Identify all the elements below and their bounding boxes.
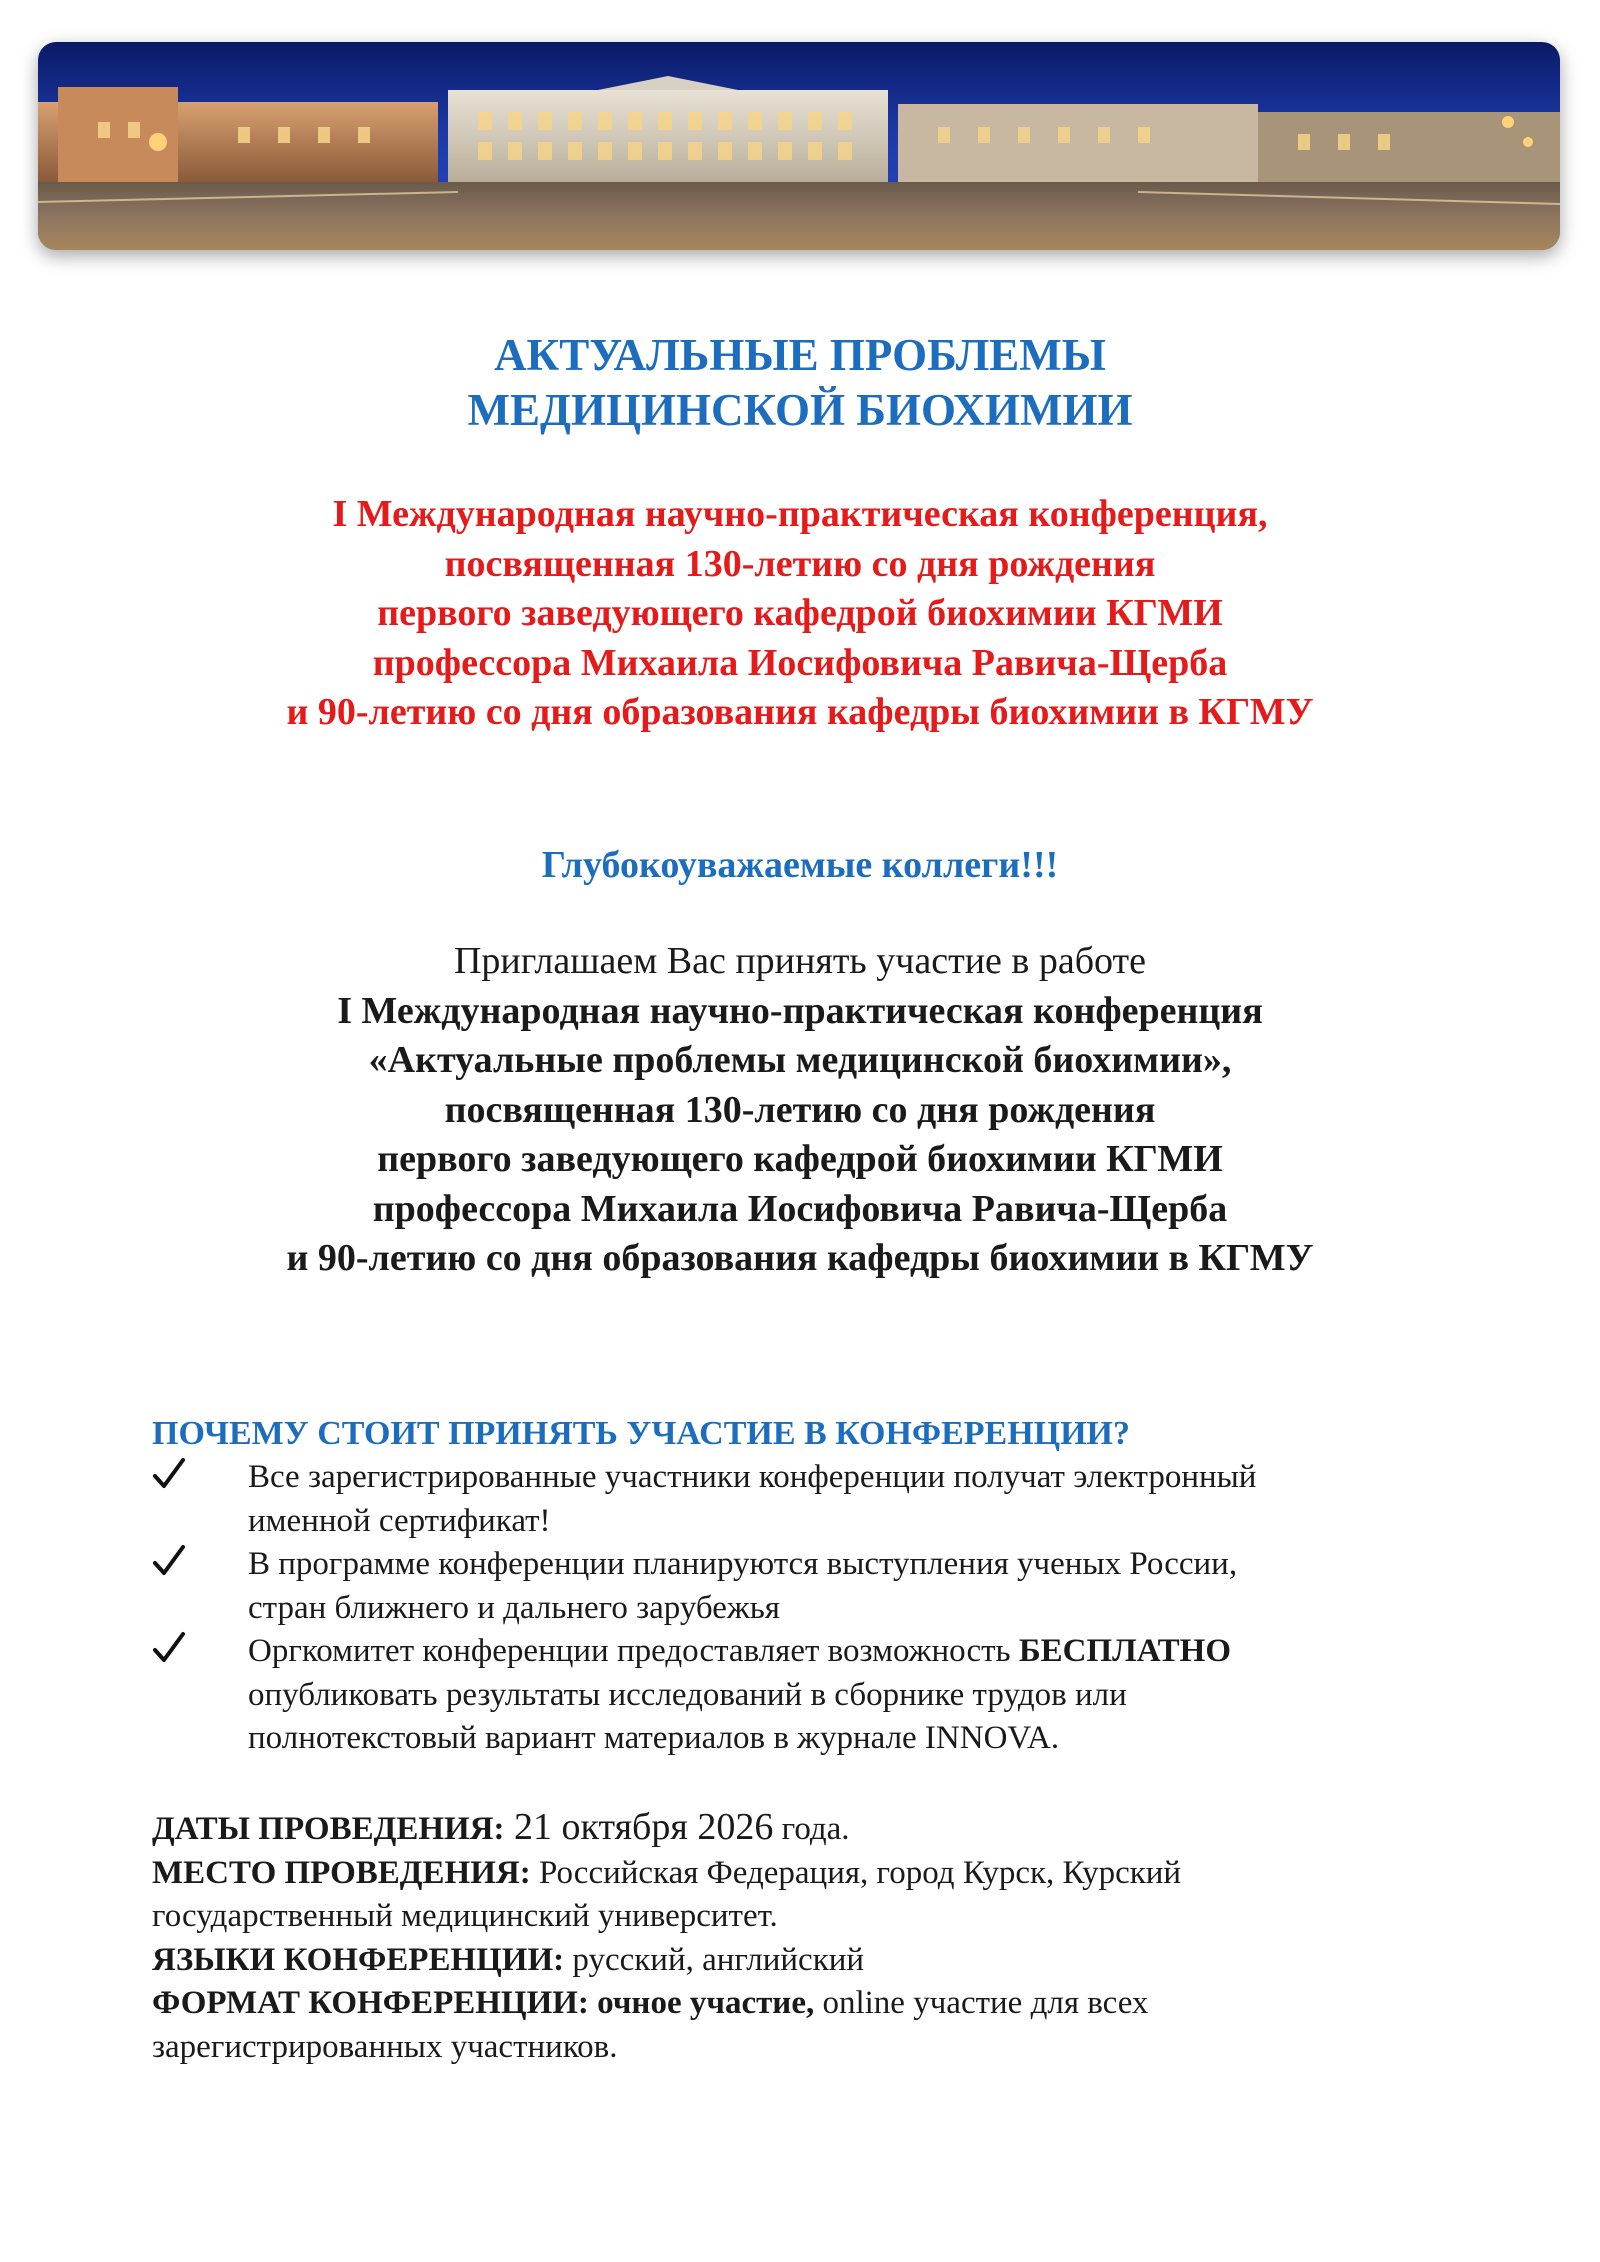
list-item [152, 1456, 1452, 1543]
conference-title-line-2: МЕДИЦИНСКОЙ БИОХИМИИ [467, 385, 1133, 435]
place-label: МЕСТО ПРОВЕДЕНИЯ: [152, 1854, 531, 1891]
list-item-text: полнотекстовый вариант материалов в журнале INNOVA. [248, 1720, 1060, 1756]
university-building-night-photo-icon [38, 42, 1560, 250]
conference-title-line-1: АКТУАЛЬНЫЕ ПРОБЛЕМЫ [494, 330, 1106, 380]
header-banner-image [38, 42, 1560, 250]
list-item-text: В программе конференции планируются выступления ученых России, [248, 1546, 1238, 1582]
format-value: online участие для всех [814, 1985, 1149, 2021]
info-format [152, 1982, 1472, 2026]
list-item-text: именной сертификат! [248, 1502, 551, 1539]
invitation-lead: Приглашаем Вас принять участие в работе [453, 940, 1147, 982]
list-item-text: стран ближнего и дальнего зарубежья [248, 1589, 780, 1626]
info-dates [152, 1806, 1472, 1852]
checkmark-icon [152, 1454, 186, 1494]
free-emphasis: БЕСПЛАТНО [1018, 1633, 1232, 1669]
subtitle-line: первого заведующего кафедрой биохимии КГМИ [377, 592, 1223, 634]
place-value: Российская Федерация, город Курск, Курский [530, 1854, 1182, 1891]
greeting-heading: Глубокоуважаемые коллеги!!! [541, 844, 1059, 886]
list-item-text [248, 1630, 1452, 1674]
info-place-cont: государственный медицинский университет. [152, 1898, 778, 1934]
invitation-line: «Актуальные проблемы медицинской биохимии», [368, 1039, 1232, 1081]
checkmark-icon [152, 1628, 186, 1668]
list-item-text-part: Оргкомитет конференции предоставляет возможность [248, 1633, 1019, 1669]
subtitle-line: посвященная 130-летию со дня рождения [444, 542, 1156, 585]
list-item-text: опубликовать результаты исследований в сборнике трудов или [248, 1676, 1127, 1713]
conference-info [152, 1806, 1472, 2069]
benefits-list [152, 1456, 1452, 1761]
checkmark-icon [152, 1541, 186, 1581]
dates-label: ДАТЫ ПРОВЕДЕНИЯ: [152, 1811, 505, 1847]
subtitle-line: и 90-летию со дня образования кафедры биохимии в КГМУ [286, 691, 1314, 733]
conference-subtitle [0, 490, 1600, 738]
format-label: ФОРМАТ КОНФЕРЕНЦИИ: [152, 1985, 589, 2021]
conference-title [0, 328, 1600, 438]
format-in-person: очное участие, [588, 1985, 815, 2021]
list-item [152, 1630, 1452, 1761]
list-item-text: Все зарегистрированные участники конференции получат электронный [248, 1459, 1257, 1495]
list-item [152, 1543, 1452, 1630]
dates-suffix: года. [773, 1811, 850, 1847]
info-place [152, 1852, 1472, 1896]
languages-label: ЯЗЫКИ КОНФЕРЕНЦИИ: [152, 1941, 565, 1978]
invitation-line: и 90-летию со дня образования кафедры биохимии в КГМУ [286, 1237, 1314, 1279]
info-format-cont: зарегистрированных участников. [152, 2028, 618, 2065]
subtitle-line: профессора Михаила Иосифовича Равича-Щерба [372, 641, 1228, 684]
invitation-line: посвященная 130-летию со дня рождения [444, 1088, 1156, 1131]
why-participate-heading: ПОЧЕМУ СТОИТ ПРИНЯТЬ УЧАСТИЕ В КОНФЕРЕНЦИИ? [152, 1415, 1130, 1452]
invitation-line: профессора Михаила Иосифовича Равича-Щерба [372, 1187, 1228, 1230]
invitation-text [0, 937, 1600, 1284]
invitation-line: первого заведующего кафедрой биохимии КГМИ [377, 1138, 1223, 1180]
languages-value: русский, английский [564, 1941, 865, 1978]
dates-value: 21 октября 2026 [504, 1806, 774, 1848]
info-languages [152, 1939, 1472, 1983]
invitation-line: I Международная научно-практическая конференция [337, 989, 1263, 1032]
subtitle-line: I Международная научно-практическая конференция, [332, 493, 1268, 535]
